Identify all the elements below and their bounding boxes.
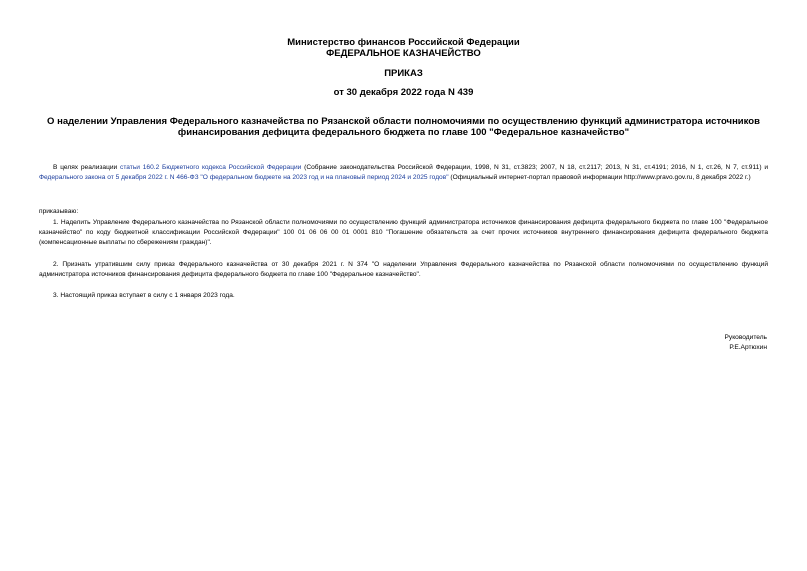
basis-middle: (Собрание законодательства Российской Федерации, 1998, N 31, ст.3823; 2007, N 18, ст.2117; 2013, N 31, ст.4191; 2016, N 1, ст.26, N 7, ст.911) и	[301, 164, 768, 171]
budget-code-link[interactable]: статьи 160.2 Бюджетного кодекса Российской Федерации	[120, 164, 302, 171]
ministry-heading: Министерство финансов Российской Федерации	[287, 37, 520, 48]
document-date-number: от 30 декабря 2022 года N 439	[333, 87, 474, 98]
signature-role: Руководитель	[724, 334, 767, 341]
treasury-heading: ФЕДЕРАЛЬНОЕ КАЗНАЧЕЙСТВО	[326, 48, 481, 59]
orders-word: приказываю:	[39, 208, 79, 215]
document-type: ПРИКАЗ	[384, 68, 423, 79]
federal-law-link[interactable]: Федерального закона от 5 декабря 2022 г. N 466-ФЗ "О федеральном бюджете на 2023 год и на плановый период 2024 и 2025 годов"	[39, 174, 449, 181]
basis-suffix: (Официальный интернет-портал правовой информации http://www.pravo.gov.ru, 8 декабря 2022 г.)	[448, 174, 751, 181]
order-item-3: 3. Настоящий приказ вступает в силу с 1 января 2023 года.	[53, 292, 235, 299]
order-item-1: 1. Наделить Управление Федерального казначейства по Рязанской области полномочиями по осуществлению функций администратора источников финансирования дефицита федерального бюджета по главе 100 "Федеральное казначейство" по коду бюджетной классификации Российской Федерации" 100 01 06 06 00 01 0001 810 "Погашение обязательств за счет прочих источников внутреннего финансирования дефицита федерального бюджета (компенсационные выплаты по сбережениям граждан)".	[39, 219, 768, 246]
document-title: О наделении Управления Федерального казначейства по Рязанской области полномочиями по осуществлению функций администратора источников финансирования дефицита федерального бюджета по главе 100 "Федеральное казначейство"	[47, 116, 760, 138]
signature-name: Р.Е.Артюхин	[729, 344, 767, 351]
basis-prefix: В целях реализации	[53, 164, 121, 171]
basis-paragraph	[39, 163, 768, 183]
order-item-2: 2. Признать утратившим силу приказ Федерального казначейства от 30 декабря 2021 г. N 374 "О наделении Управления Федерального казначейства по Рязанской области полномочиями по осуществлению функций администратора источников финансирования дефицита федерального бюджета по главе 100 "Федеральное казначейство".	[39, 261, 768, 278]
